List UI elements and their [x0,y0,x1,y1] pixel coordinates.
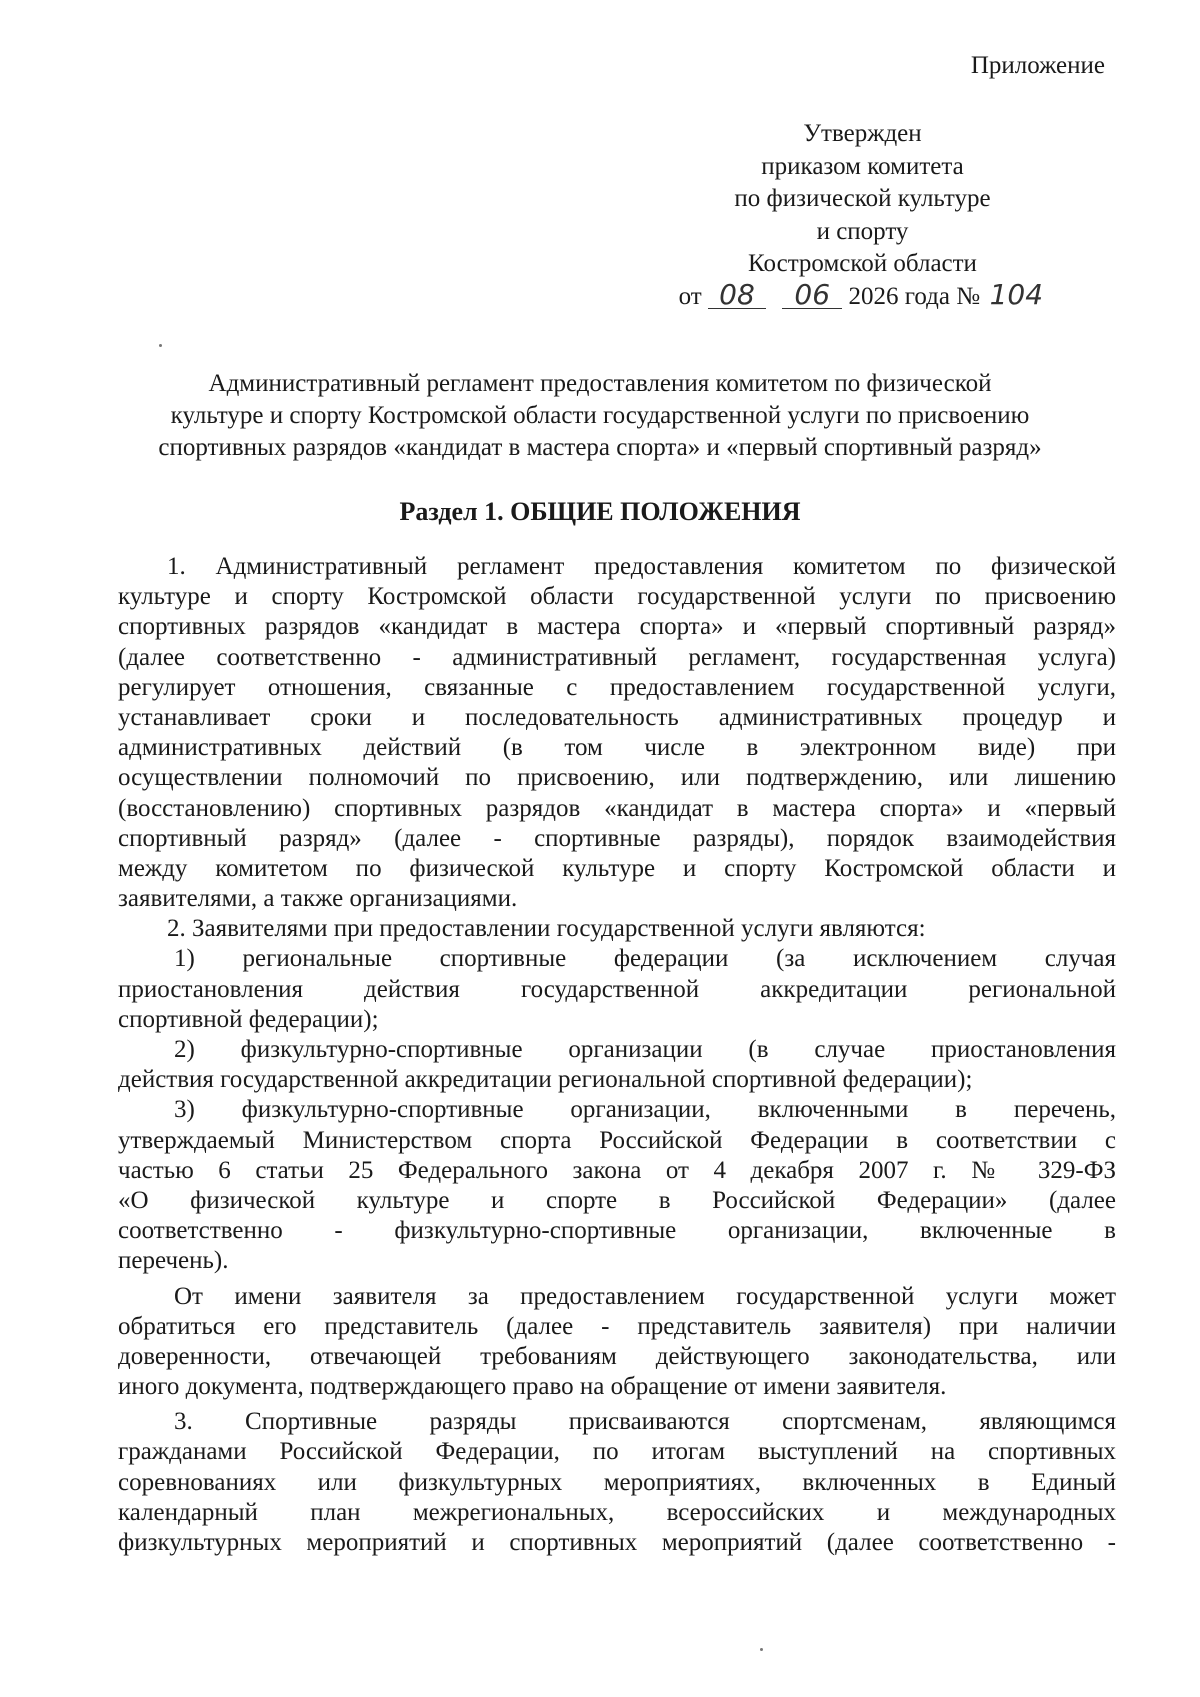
body-line: «О физической культуре и спорте в Российской Федерации» (далее [118,1186,1116,1214]
scan-speck [159,344,162,347]
title-line: спортивных разрядов «кандидат в мастера спорта» и «первый спортивный разряд» [158,434,1042,461]
body-line: доверенности, отвечающей требованиям действующего законодательства, или [118,1342,1116,1370]
body-line: календарный план межрегиональных, всероссийских и международных [118,1498,1116,1526]
body-line: От имени заявителя за предоставлением государственной услуги может [174,1282,1116,1310]
body-line: (восстановлению) спортивных разрядов «кандидат в мастера спорта» и «первый [118,794,1116,822]
body-line: физкультурных мероприятий и спортивных мероприятий (далее соответственно - [118,1529,1116,1556]
body-line: спортивный разряд» (далее - спортивные разряды), порядок взаимодействия [118,824,1116,852]
body-line: действия государственной аккредитации региональной спортивной федерации); [118,1066,973,1094]
handwritten-month: 06 [782,282,842,309]
body-line: гражданами Российской Федерации, по итогам выступлений на спортивных [118,1438,1116,1466]
document-body [118,552,1116,1558]
approval-line: по физической культуре [734,185,991,213]
body-line: соответственно - физкультурно-спортивные организации, включенные в [118,1217,1116,1245]
approval-line: Костромской области [748,250,977,278]
year-text: 2026 года № [848,282,981,310]
body-line: 2. Заявителями при предоставлении государственной услуги являются: [167,915,926,943]
section-title: Раздел 1. ОБЩИЕ ПОЛОЖЕНИЯ [399,497,801,526]
body-line: заявителями, а также организациями. [118,885,518,913]
title-line: культуре и спорту Костромской области государственной услуги по присвоению [170,402,1030,429]
body-line: 2) физкультурно-спортивные организации (в случае приостановления [174,1036,1116,1063]
body-line: (далее соответственно - административный регламент, государственная услуга) [118,643,1116,671]
approval-block [615,118,1110,314]
body-line: устанавливает сроки и последовательность административных процедур и [118,703,1116,731]
body-line: между комитетом по физической культуре и спорту Костромской области и [118,854,1116,882]
body-line: соревнованиях или физкультурных мероприятиях, включенных в Единый [118,1468,1116,1496]
body-line: частью 6 статьи 25 Федерального закона от 4 декабря 2007 г. № 329-ФЗ [118,1156,1116,1184]
body-line: осуществлении полномочий по присвоению, или подтверждению, или лишению [118,764,1116,792]
order-date-line [615,277,1110,314]
body-line: административных действий (в том числе в электронном виде) при [118,734,1116,762]
approval-line: и спорту [816,217,909,245]
body-line: 1. Административный регламент предоставления комитетом по физической [167,553,1116,580]
body-line: спортивной федерации); [118,1005,379,1033]
body-line: утверждаемый Министерством спорта Российской Федерации в соответствии с [118,1126,1116,1154]
approval-line: приказом комитета [761,152,964,180]
appendix-label: Приложение [970,52,1105,79]
date-prefix: от [678,282,702,310]
body-line: 3) физкультурно-спортивные организации, включенными в перечень, [174,1096,1116,1124]
body-line: обратиться его представитель (далее - представитель заявителя) при наличии [118,1312,1116,1340]
body-line: регулирует отношения, связанные с предоставлением государственной услуги, [118,673,1116,701]
handwritten-day: 08 [708,282,766,309]
body-line: 1) региональные спортивные федерации (за исключением случая [174,945,1116,973]
body-line: приостановления действия государственной аккредитации региональной [118,975,1116,1003]
body-line: культуре и спорту Костромской области государственной услуги по присвоению [118,583,1116,611]
body-line: иного документа, подтверждающего право на обращение от имени заявителя. [118,1373,947,1401]
body-line: перечень). [118,1247,229,1275]
scan-speck [760,1648,763,1651]
document-title [100,368,1100,464]
body-line: спортивных разрядов «кандидат в мастера спорта» и «первый спортивный разряд» [118,613,1116,641]
approval-line: Утвержден [803,120,922,147]
handwritten-order-number: 104 [989,277,1044,311]
title-line: Административный регламент предоставления комитетом по физической [208,370,992,397]
body-line: 3. Спортивные разряды присваиваются спортсменам, являющимся [174,1408,1116,1436]
